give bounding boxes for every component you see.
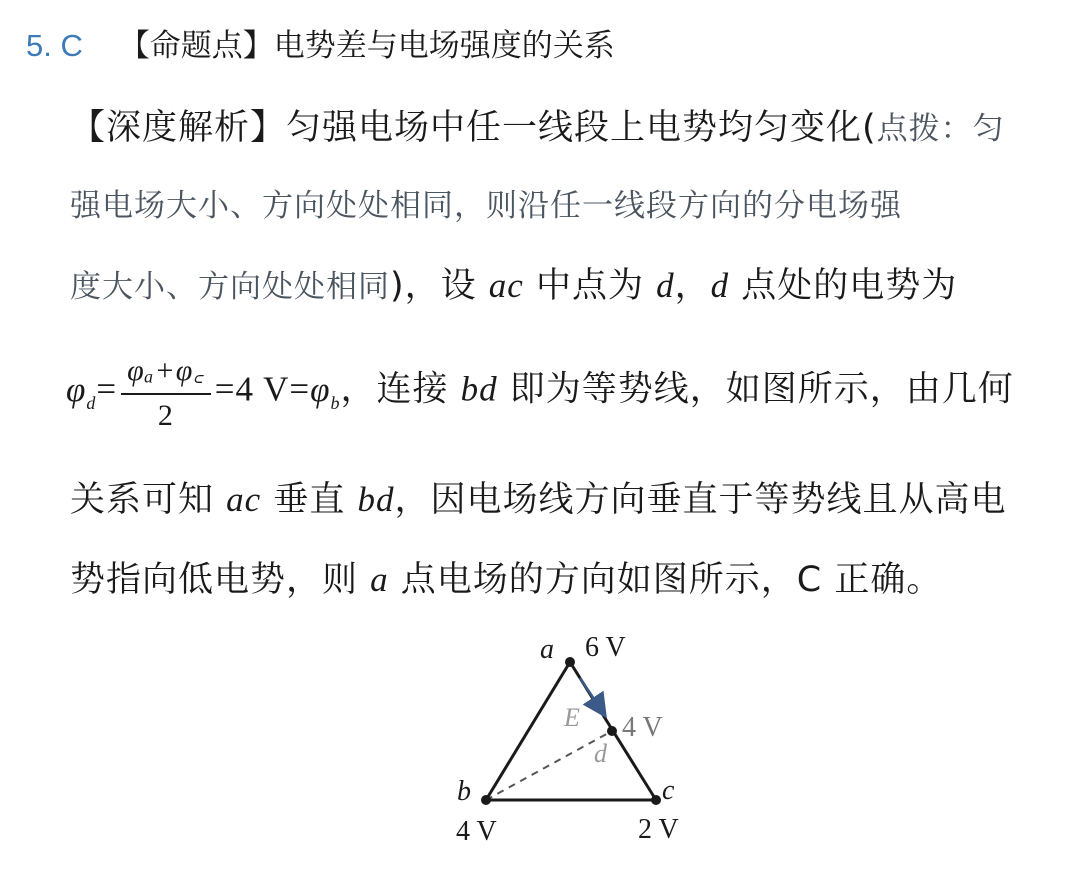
phi-b: $\varphi_b$	[310, 369, 341, 413]
label-E: E	[564, 703, 580, 732]
phi-d: $\varphi_d$	[66, 369, 97, 413]
tip-text: 强电场大小、方向处处相同，则沿任一线段方向的分电场强	[70, 188, 902, 224]
text: 中点为	[535, 266, 644, 306]
text: ，连接	[340, 369, 449, 410]
knowledge-point-tag: 【命题点】电势差与电场强度的关系	[118, 28, 615, 64]
text: 点电场的方向如图所示，C 正确。	[400, 560, 943, 600]
math-d: d	[656, 266, 675, 305]
text: 垂直	[273, 480, 346, 520]
text: ，因电场线方向垂直于等势线且从高电	[394, 480, 1007, 520]
text: 匀强电场中任一线段上电势均匀变化(	[286, 108, 877, 148]
label-d: d	[594, 739, 607, 768]
text: 即为等势线，如图所示，由几何	[509, 369, 1014, 410]
point-b	[481, 795, 491, 805]
label-b: b	[457, 776, 471, 807]
fraction-denominator: 2	[157, 399, 174, 432]
text: ，	[674, 266, 711, 306]
tip-text: 度大小、方向处处相同	[70, 269, 390, 305]
text: 势指向低电势，则	[70, 560, 359, 600]
label-c: c	[662, 775, 675, 806]
point-a	[565, 657, 575, 667]
text: 关系可知	[70, 480, 215, 520]
side-ab	[486, 662, 570, 800]
field-arrow-icon	[580, 678, 600, 708]
math-ac: ac	[226, 480, 262, 519]
math-bd: bd	[460, 369, 498, 409]
label-b-potential: 4 V	[456, 816, 497, 847]
label-a-potential: 6 V	[585, 632, 626, 663]
analysis-tag: 【深度解析】	[70, 108, 287, 148]
tip-text: 点拨：匀	[876, 111, 1005, 147]
math-a: a	[370, 560, 389, 599]
label-d-potential: 4 V	[622, 712, 663, 743]
fraction-numerator: φₐ+φ꜀	[121, 348, 211, 395]
label-a: a	[540, 634, 554, 665]
answer-number: 5. C	[26, 28, 83, 63]
math-bd: bd	[357, 480, 395, 519]
formula-mid: =4 V=	[214, 369, 311, 409]
equals: =	[96, 369, 118, 409]
point-c	[651, 795, 661, 805]
text: 点处的电势为	[741, 266, 958, 306]
label-c-potential: 2 V	[638, 814, 679, 845]
text: )，设	[390, 266, 477, 306]
math-ac: ac	[488, 266, 524, 305]
math-d: d	[710, 266, 730, 305]
point-d	[607, 726, 617, 736]
